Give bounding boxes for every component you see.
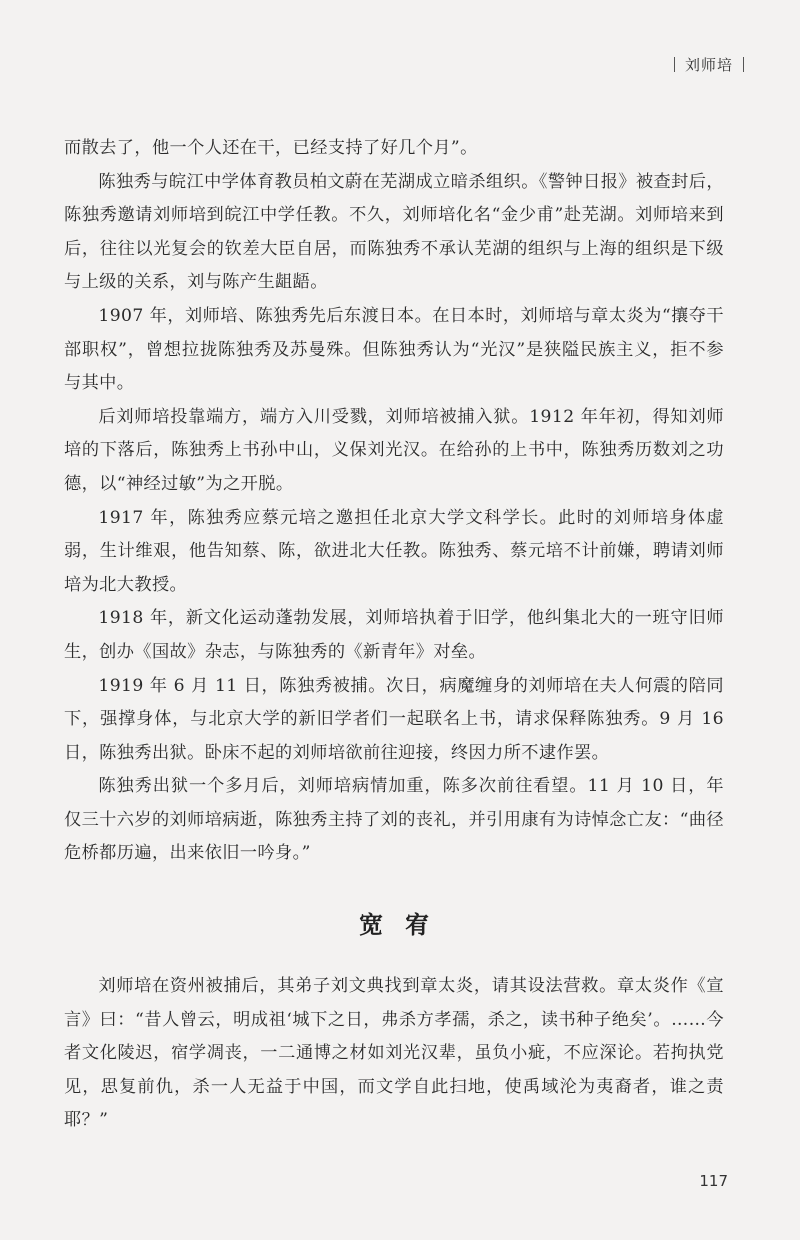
section-paragraph: 刘师培在资州被捕后，其弟子刘文典找到章太炎，请其设法营救。章太炎作《宣言》曰：“昔人曾云，明成祖‘城下之日，弗杀方孝孺，杀之，读书种子绝矣’。……今者文化陵迟，宿学凋丧，一二通博之材如刘光汉辈，虽负小疵，不应深论。若拘执党见，思复前仇，杀一人无益于中国，而文学自此扫地，使禹域沦为夷裔者，谁之责耶？”: [64, 976, 724, 1131]
section-title: 宽宥: [359, 911, 451, 940]
page-number: 117: [699, 1172, 728, 1190]
header-divider-right: [743, 57, 744, 72]
paragraph: 陈独秀与皖江中学体育教员柏文蔚在芜湖成立暗杀组织。《警钟日报》被查封后，陈独秀邀请刘师培到皖江中学任教。不久，刘师培化名“金少甫”赴芜湖。刘师培来到后，往往以光复会的钦差大臣自居，而陈独秀不承认芜湖的组织与上海的组织是下级与上级的关系，刘与陈产生龃龉。: [64, 171, 724, 293]
paragraph: 1919 年 6 月 11 日，陈独秀被捕。次日，病魔缠身的刘师培在夫人何震的陪同下，强撑身体，与北京大学的新旧学者们一起联名上书，请求保释陈独秀。9 月 16 日，陈独秀出狱。卧床不起的刘师培欲前往迎接，终因力所不逮作罢。: [64, 675, 724, 763]
paragraph: 后刘师培投靠端方，端方入川受戮，刘师培被捕入狱。1912 年年初，得知刘师培的下落后，陈独秀上书孙中山，义保刘光汉。在给孙的上书中，陈独秀历数刘之功德，以“神经过敏”为之开脱。: [64, 406, 724, 494]
paragraph: 陈独秀出狱一个多月后，刘师培病情加重，陈多次前往看望。11 月 10 日，年仅三十六岁的刘师培病逝，陈独秀主持了刘的丧礼，并引用康有为诗悼念亡友：“曲径危桥都历遍，出来依旧一吟身。”: [64, 776, 724, 864]
paragraph: 1918 年，新文化运动蓬勃发展，刘师培执着于旧学，他纠集北大的一班守旧师生，创办《国故》杂志，与陈独秀的《新青年》对垒。: [64, 608, 724, 662]
page-body: [64, 132, 724, 1138]
paragraph: 1917 年，陈独秀应蔡元培之邀担任北京大学文科学长。此时的刘师培身体虚弱，生计维艰，他告知蔡、陈，欲进北大任教。陈独秀、蔡元培不计前嫌，聘请刘师培为北大教授。: [64, 507, 724, 595]
header-divider-left: [674, 57, 675, 72]
running-title: 刘师培: [684, 56, 733, 74]
paragraph: 1907 年，刘师培、陈独秀先后东渡日本。在日本时，刘师培与章太炎为“攘夺干部职权”，曾想拉拢陈独秀及苏曼殊。但陈独秀认为“光汉”是狭隘民族主义，拒不参与其中。: [64, 305, 724, 394]
paragraph-continuation: 而散去了，他一个人还在干，已经支持了好几个月”。: [64, 138, 478, 158]
running-header: [664, 54, 754, 75]
